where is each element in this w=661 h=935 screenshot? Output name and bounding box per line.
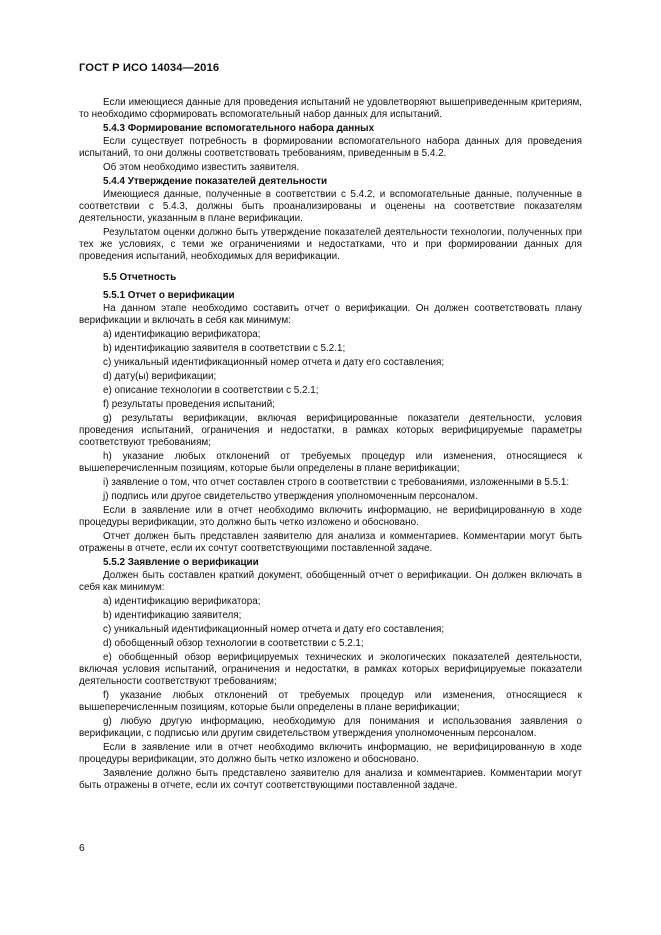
body-paragraph: Если в заявление или в отчет необходимо включить информацию, не верифицированную в ходе процедуры верификации, это должно быть четко изложено и обосновано. — [79, 505, 582, 528]
body-paragraph: e) описание технологии в соответствии с 5.2.1; — [103, 384, 319, 396]
body-paragraph: d) обобщенный обзор технологии в соответствии с 5.2.1; — [103, 638, 364, 650]
section-heading: 5.5.1 Отчет о верификации — [103, 289, 235, 301]
body-paragraph: Если в заявление или в отчет необходимо включить информацию, не верифицированную в ходе процедуры верификации, это должно быть четко изложено и обосновано. — [79, 742, 582, 766]
body-paragraph: Заявление должно быть представлено заявителю для анализа и комментариев. Комментарии могут быть отражены в отчете, если их сочтут соответствующими поставленной задаче. — [79, 768, 582, 792]
body-paragraph: g) любую другую информацию, необходимую для понимания и использования заявления о верификации, с подписью или другим свидетельством утверждения уполномоченным персоналом. — [79, 716, 582, 740]
body-paragraph: Если существует потребность в формировании вспомогательного набора данных для проведения испытаний, то они должны соответствовать требованиям, приведенным в 5.4.2. — [79, 135, 582, 159]
body-paragraph: a) идентификацию верификатора; — [103, 595, 261, 607]
section-heading: 5.4.3 Формирование вспомогательного набора данных — [103, 123, 375, 134]
body-paragraph: Результатом оценки должно быть утверждение показателей деятельности технологии, полученных при тех же условиях, с теми же ограничениями и недостатками, что и при формировании данных для проведения испытаний, необходимых для верификации. — [79, 226, 582, 262]
body-paragraph: h) указание любых отклонений от требуемых процедур или изменения, относящиеся к вышеперечисленным позициям, которые были определены в плане верификации; — [79, 450, 582, 474]
body-paragraph: Имеющиеся данные, полученные в соответствии с 5.4.2, и вспомогательные данные, полученные в соответствии с 5.4.3, должны быть проанализированы и оценены на соответствие показателям деятельности, указанным в плане верификации. — [79, 188, 582, 224]
body-paragraph: Отчет должен быть представлен заявителю для анализа и комментариев. Комментарии могут быть отражены в отчете, если их сочтут соответствующими поставленной задаче. — [79, 531, 582, 554]
body-paragraph: c) уникальный идентификационный номер отчета и дату его составления; — [103, 356, 445, 368]
body-paragraph: Если имеющиеся данные для проведения испытаний не удовлетворяют вышеприведенным критериям, то необходимо сформировать вспомогательный набор данных для испытаний. — [79, 97, 582, 120]
section-heading: 5.5 Отчетность — [103, 271, 177, 283]
document-body — [79, 97, 582, 794]
body-paragraph: f) результаты проведения испытаний; — [103, 398, 275, 410]
body-paragraph: На данном этапе необходимо составить отчет о верификации. Он должен соответствовать плану верификации и включать в себя как минимум: — [79, 302, 582, 326]
body-paragraph: c) уникальный идентификационный номер отчета и дату его составления; — [103, 624, 445, 636]
section-heading: 5.5.2 Заявление о верификации — [103, 557, 259, 568]
page-number: 6 — [79, 843, 85, 854]
body-paragraph: Должен быть составлен краткий документ, обобщенный отчет о верификации. Он должен включать в себя как минимум: — [79, 569, 582, 593]
body-paragraph: Об этом необходимо известить заявителя. — [103, 161, 300, 173]
body-paragraph: f) указание любых отклонений от требуемых процедур или изменения, относящиеся к вышеперечисленным позициям, которые были определены в плане верификации; — [79, 690, 582, 714]
document-header: ГОСТ Р ИСО 14034—2016 — [79, 62, 220, 74]
body-paragraph: g) результаты верификации, включая верифицированные показатели деятельности, условия проведения испытаний, ограничения и недостатки, в рамках которых верифицируемые параметры соответствуют требованиям; — [79, 412, 582, 448]
body-paragraph: b) идентификацию заявителя; — [103, 610, 242, 621]
body-paragraph: j) подпись или другое свидетельство утверждения уполномоченным персоналом. — [103, 490, 478, 502]
body-paragraph: d) дату(ы) верификации; — [103, 370, 217, 382]
body-paragraph: i) заявление о том, что отчет составлен строго в соответствии с требованиями, изложенными в 5.5.1: — [103, 476, 570, 488]
section-heading: 5.4.4 Утверждение показателей деятельности — [103, 176, 328, 187]
body-paragraph: e) обобщенный обзор верифицируемых технических и экологических показателей деятельности, включая условия испытаний, ограничения и недостатки, в рамках которых верифицируемые показатели деятельности соответствуют требованиям; — [79, 652, 582, 688]
body-paragraph: a) идентификацию верификатора; — [103, 328, 261, 340]
body-paragraph: b) идентификацию заявителя в соответствии с 5.2.1; — [103, 342, 346, 354]
